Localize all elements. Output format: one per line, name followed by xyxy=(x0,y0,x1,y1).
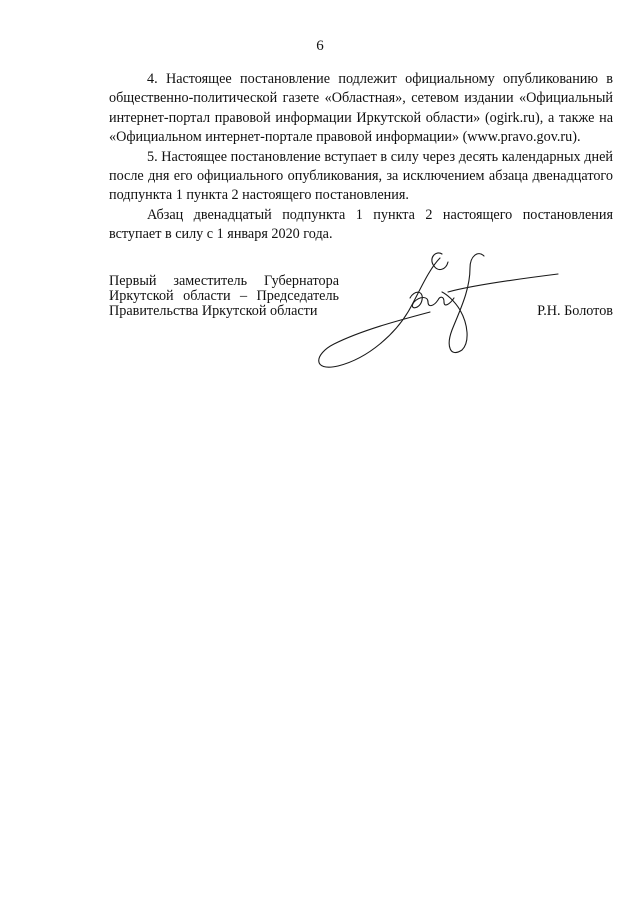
signatory-position xyxy=(109,274,339,319)
signatory-position-line: Первый заместитель Губернатора xyxy=(109,273,339,289)
document-body xyxy=(109,70,613,245)
paragraph-4: 4. Настоящее постановление подлежит официальному опубликованию в общественно-политической газете «Областная», сетевом издании «Официальный интернет-портал правовой информации Иркутской области» (ogirk.ru), а также на «Официальном интернет-портале правовой информации» (www.pravo.gov.ru). xyxy=(109,71,613,146)
handwritten-signature xyxy=(310,250,560,380)
page-number: 6 xyxy=(316,38,324,54)
signatory-name: Р.Н. Болотов xyxy=(537,303,613,319)
signatory-position-line: Правительства Иркутской области xyxy=(109,303,318,319)
paragraph-5: 5. Настоящее постановление вступает в силу через десять календарных дней после дня его официального опубликования, за исключением абзаца двенадцатого подпункта 1 пункта 2 настоящего постановления. xyxy=(109,148,613,204)
paragraph-5-exception: Абзац двенадцатый подпункта 1 пункта 2 настоящего постановления вступает в силу с 1 января 2020 года. xyxy=(109,206,613,243)
signatory-position-line: Иркутской области – Председатель xyxy=(109,288,339,304)
